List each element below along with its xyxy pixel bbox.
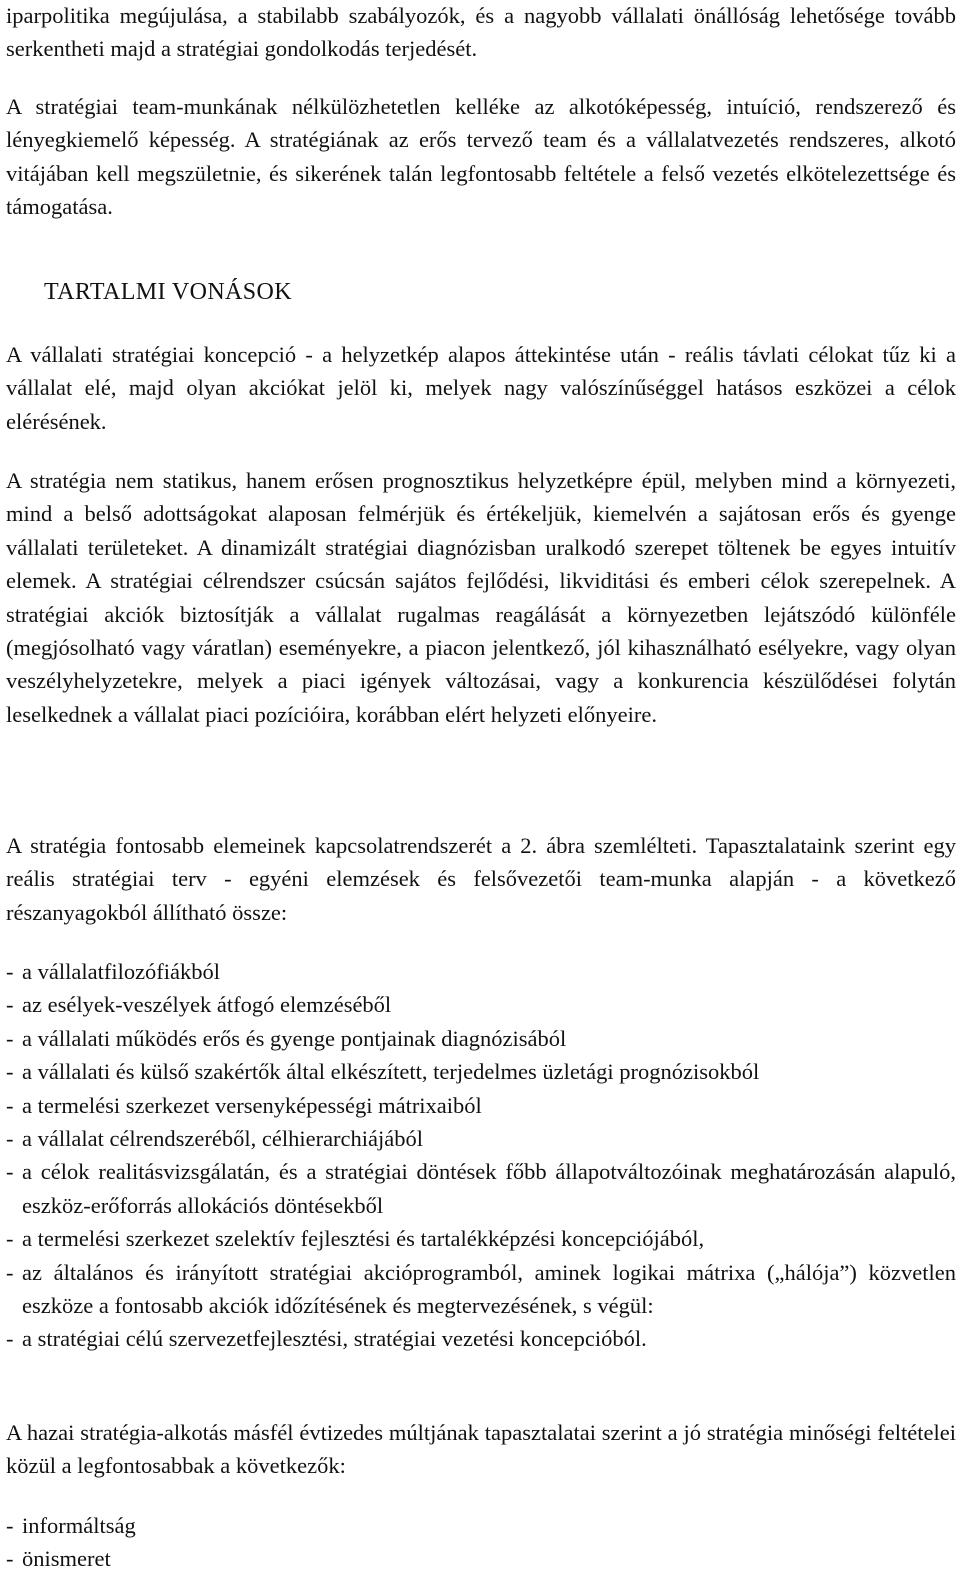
list-item: - a vállalatfilozófiákból [6, 959, 221, 984]
paragraph-text: A stratégia fontosabb elemeinek kapcsolatrendszerét a 2. ábra szemlélteti. Tapasztalataink szerint egy reális stratégiai terv - egyéni elemzések és felsővezetői team-munka alapján - a következő részanyagokból állítható össze: [6, 833, 956, 925]
paragraph-intro-2 [6, 90, 956, 224]
paragraph-text: A stratégiai team-munkának nélkülözhetetlen kelléke az alkotóképesség, intuíció, rendszerező és lényegkiemelő képesség. A stratégiának az erős tervező team és a vállalatvezetés rendszeres, alkotó vitájában kell megszületnie, és sikerének talán legfontosabb feltétele a felső vezetés elkötelezettsége és támogatása. [6, 94, 956, 220]
paragraph-body-3 [6, 829, 956, 929]
paragraph-text: iparpolitika megújulása, a stabilabb szabályozók, és a nagyobb vállalati önállóság lehetősége tovább serkentheti majd a stratégiai gondolkodás terjedését. [6, 3, 956, 62]
paragraph-body-2 [6, 464, 956, 731]
list-item: - a vállalati és külső szakértők által elkészített, terjedelmes üzletági prognózisokból [6, 1059, 760, 1085]
list-item: - a stratégiai célú szervezetfejlesztési, stratégiai vezetési koncepcióból. [6, 1326, 647, 1352]
paragraph-intro-1 [6, 0, 956, 66]
paragraph-text: A stratégia nem statikus, hanem erősen prognosztikus helyzetképre épül, melyben mind a környezeti, mind a belső adottságokat alaposan felmérjük és értékeljük, kiemelvén a sajátosan erős és gyenge vállalati területeket. A dinamizált stratégiai diagnózisban uralkodó szerepet töltenek be egyes intuitív elemek. A stratégiai célrendszer csúcsán sajátos fejlődési, likviditási és emberi célok szerepelnek. A stratégiai akciók biztosítják a vállalat rugalmas reagálását a környezetben lejátszódó különféle (megjósolható vagy váratlan) eseményekre, a piacon jelentkező, jól kihasználható esélyekre, vagy olyan veszélyhelyzetekre, melyek a piaci igények változásai, vagy a konkurencia készülődései folytán leselkednek a vállalat piaci pozícióira, korábban elért helyzeti előnyeire. [6, 468, 956, 727]
list-item: - a vállalat célrendszeréből, célhierarchiájából [6, 1126, 424, 1152]
list-item: - informáltság [6, 1513, 136, 1538]
paragraph-text: A vállalati stratégiai koncepció - a helyzetkép alapos áttekintése után - reális távlati célokat tűz ki a vállalat elé, majd olyan akciókat jelöl ki, melyek nagy valószínűséggel hatásos eszközei a célok elérésének. [6, 342, 956, 434]
paragraph-body-1 [6, 338, 956, 438]
list-item: - az általános és irányított stratégiai akcióprogramból, aminek logikai mátrixa („hálója”) közvetlen eszköze a fontosabb akciók időzítésének és megtervezésének, s végül: [6, 1259, 956, 1319]
list-item: - az esélyek-veszélyek átfogó elemzéséből [6, 992, 392, 1018]
list-item: - a termelési szerkezet szelektív fejlesztési és tartalékképzési koncepciójából, [6, 1226, 705, 1252]
component-list [6, 955, 956, 1356]
paragraph-text: A hazai stratégia-alkotás másfél évtizedes múltjának tapasztalatai szerint a jó stratégia minőségi feltételei közül a legfontosabbak a következők: [6, 1420, 956, 1479]
section-heading: TARTALMI VONÁSOK [44, 279, 293, 305]
quality-list [6, 1509, 956, 1576]
paragraph-body-4 [6, 1416, 956, 1483]
list-item: - a vállalati működés erős és gyenge pontjainak diagnózisából [6, 1025, 567, 1051]
list-item: - a célok realitásvizsgálatán, és a stratégiai döntések főbb állapotváltozóinak meghatározásán alapuló, eszköz-erőforrás allokációs döntésekből [6, 1159, 956, 1218]
list-item: - a termelési szerkezet versenyképességi mátrixaiból [6, 1092, 482, 1118]
list-item: - önismeret [6, 1546, 111, 1572]
